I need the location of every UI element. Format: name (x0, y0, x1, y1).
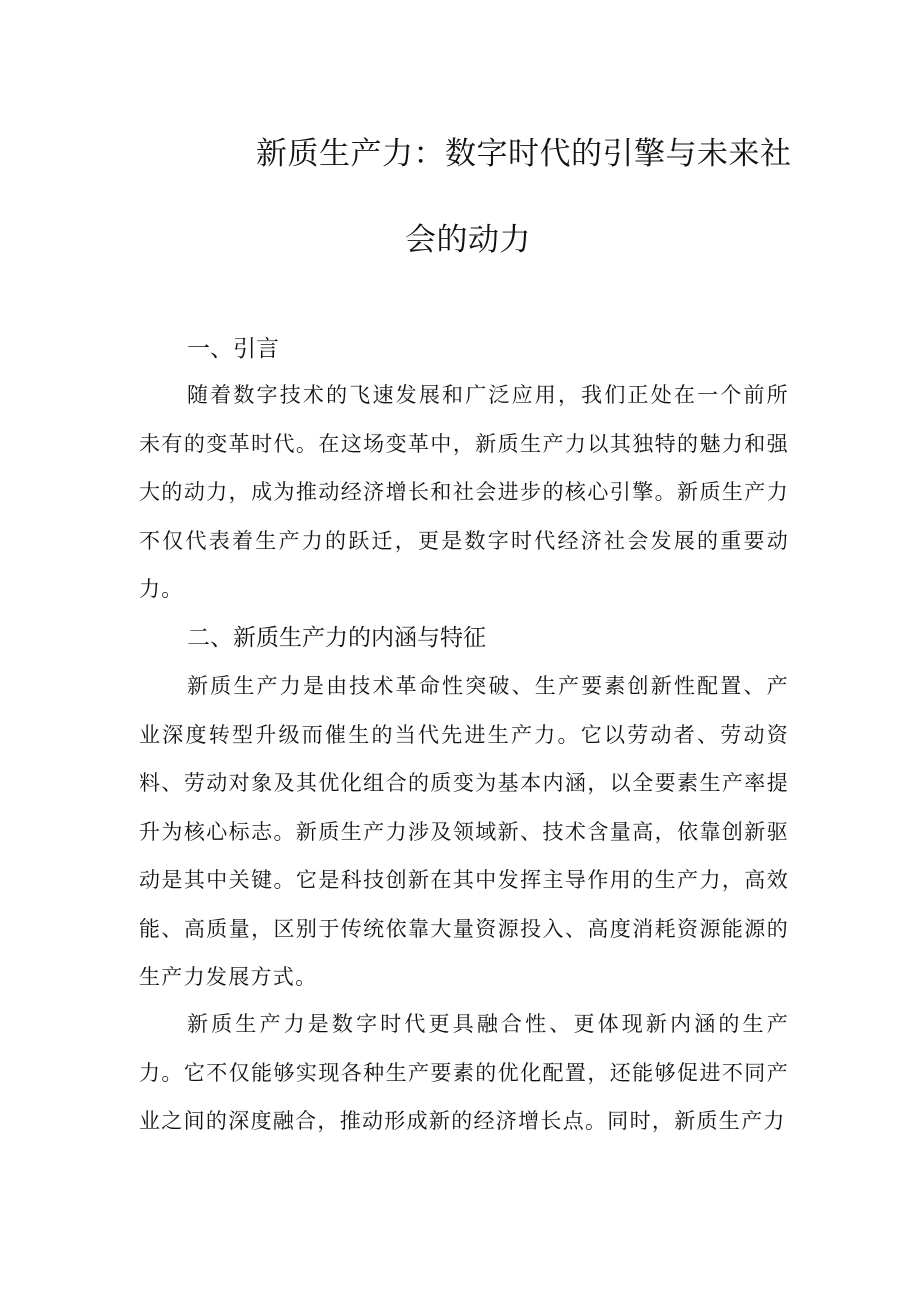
document-title-line-1: 新质生产力：数字时代的引擎与未来社 (256, 136, 792, 172)
body-paragraph: 随着数字技术的飞速发展和广泛应用，我们正处在一个前所未有的变革时代。在这场变革中，新质生产力以其独特的魅力和强大的动力，成为推动经济增长和社会进步的核心引擎。新质生产力不仅代表着生产力的跃迁，更是数字时代经济社会发展的重要动力。 (139, 383, 789, 601)
body-paragraph: 新质生产力是由技术革命性突破、生产要素创新性配置、产业深度转型升级而催生的当代先进生产力。它以劳动者、劳动资料、劳动对象及其优化组合的质变为基本内涵，以全要素生产率提升为核心标志。新质生产力涉及领域新、技术含量高，依靠创新驱动是其中关键。它是科技创新在其中发挥主导作用的生产力，高效能、高质量，区别于传统依靠大量资源投入、高度消耗资源能源的生产力发展方式。 (139, 674, 789, 989)
document-title-line-2: 会的动力 (405, 222, 531, 258)
section-heading-connotation: 二、新质生产力的内涵与特征 (187, 625, 486, 651)
section-heading-introduction: 一、引言 (187, 336, 279, 362)
body-paragraph: 新质生产力是数字时代更具融合性、更体现新内涵的生产力。它不仅能够实现各种生产要素的优化配置，还能够促进不同产业之间的深度融合，推动形成新的经济增长点。同时，新质生产力 (139, 1012, 789, 1133)
